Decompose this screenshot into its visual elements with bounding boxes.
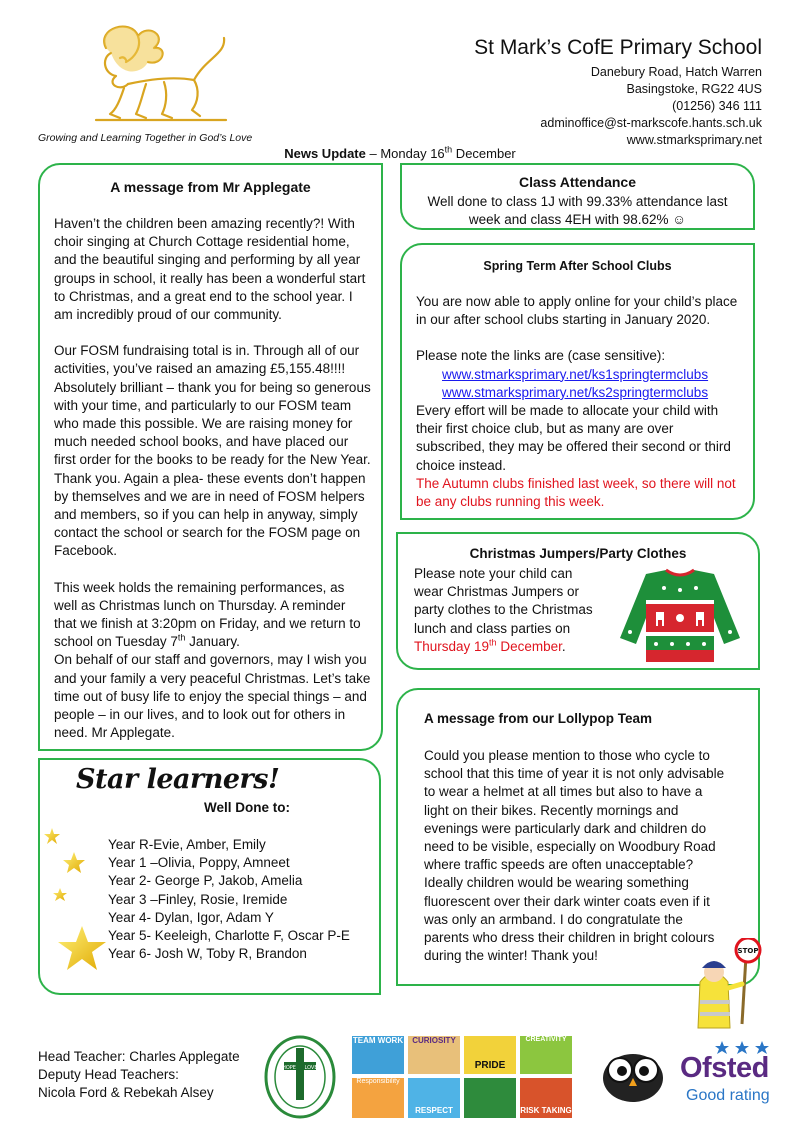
- jumpers-date-sup: th: [489, 637, 497, 648]
- attendance-title: Class Attendance: [519, 174, 636, 190]
- head-teacher: Head Teacher: Charles Applegate: [38, 1049, 240, 1064]
- news-update-label: News Update: [284, 146, 366, 161]
- clubs-paragraph-2: Please note the links are (case sensitive):: [416, 348, 666, 364]
- clubs-box: [400, 243, 755, 520]
- value-tile-label: Responsibility: [356, 1078, 400, 1085]
- jumpers-text-body: Please note your child can wear Christmas Jumpers or party clothes to the Christmas lunch and class parties on: [414, 566, 593, 636]
- christmas-jumper-image: [616, 566, 744, 664]
- applegate-paragraph-1: Haven’t the children been amazing recently?! With choir singing at Church Cottage residential home, and the beautiful singing and performing by all year groups in school, it really has been a wonderful start to Christmas, and a great end to the school year. I am incredibly proud of our community.: [54, 216, 366, 323]
- applegate-paragraph-3: [54, 579, 371, 652]
- school-logo-lion: [76, 18, 236, 130]
- value-tile-label: CREATIVITY: [525, 1036, 567, 1043]
- value-tile-resilience: [464, 1078, 516, 1118]
- jumpers-full-stop: .: [561, 638, 566, 654]
- deputy-head-label: Deputy Head Teachers:: [38, 1067, 179, 1082]
- value-tile-risk-taking: [520, 1078, 572, 1118]
- star-learners-subtitle: Well Done to:: [204, 800, 290, 815]
- value-tile-label: CURIOSITY: [412, 1036, 456, 1045]
- value-tile-pride: [464, 1036, 516, 1074]
- school-name: St Mark’s CofE Primary School: [474, 36, 762, 59]
- star-learners-list: [108, 836, 378, 963]
- news-date-suffix: December: [452, 146, 516, 161]
- ofsted-name: Ofsted: [680, 1052, 769, 1084]
- email-address[interactable]: adminoffice@st-markscofe.hants.sch.uk: [540, 116, 762, 130]
- jumpers-date-text: Thursday 19: [414, 638, 490, 654]
- applegate-title: A message from Mr Applegate: [110, 179, 311, 195]
- news-date-sup: th: [444, 144, 453, 155]
- attendance-box: [400, 163, 755, 230]
- attendance-line-2: week and class 4EH with 98.62% ☺: [468, 212, 687, 227]
- star-learner-row: Year 2- George P, Jakob, Amelia: [108, 873, 303, 889]
- value-tile-label: PRIDE: [474, 1060, 506, 1071]
- attendance-line-1: Well done to class 1J with 99.33% attendance last: [427, 194, 728, 209]
- star-learner-row: Year R-Evie, Amber, Emily: [108, 837, 266, 852]
- ofsted-logo: [680, 1040, 776, 1112]
- ofsted-rating: Good rating: [686, 1087, 770, 1104]
- value-tile-creativity: [520, 1036, 572, 1074]
- value-tile-label: RESPECT: [415, 1106, 453, 1115]
- school-motto: Growing and Learning Together in God’s Love: [38, 132, 253, 144]
- lollipop-lady-image: [680, 938, 772, 1030]
- news-date-prefix: – Monday 16: [369, 146, 445, 161]
- lollypop-text: Could you please mention to those who cycle to school that this time of year it is not only advisable to wear a helmet at all times but also to have a light on their bikes. Recently mornings and evenings were particularly dark and children do need to be visible, especially on Woodbury Road where traffic speeds are often unacceptable? Ideally children would be wearing something fluorescent over their dark winter coats even if it was only an armband. I do congratulate the parents who dress their children in bright colours during the winter! Thank you!: [424, 748, 725, 964]
- lollipop-sign-text: STOP: [737, 947, 759, 955]
- news-update-line: [0, 146, 800, 161]
- lollypop-title: A message from our Lollypop Team: [424, 711, 653, 726]
- address-line-2: Basingstoke, RG22 4US: [626, 82, 762, 96]
- seal-hope: HOPE: [282, 1065, 296, 1071]
- clubs-link-ks2[interactable]: www.stmarksprimary.net/ks2springtermclubs: [442, 384, 709, 400]
- applegate-paragraph-3-sup: th: [177, 632, 186, 643]
- owl-logo: [598, 1044, 668, 1104]
- jumpers-box: [396, 532, 760, 670]
- value-tile-curiosity: [408, 1036, 460, 1074]
- value-tile-responsibility: [352, 1078, 404, 1118]
- gold-stars-icon: [40, 826, 110, 976]
- website-address[interactable]: www.stmarksprimary.net: [626, 133, 762, 147]
- star-learner-row: Year 4- Dylan, Igor, Adam Y: [108, 909, 274, 925]
- applegate-paragraph-3-text: This week holds the remaining performances, as well as Christmas lunch on Thursday. A reminder that we finish at 3:20pm on Friday, and we return to school on Tuesday 7: [54, 579, 361, 650]
- applegate-paragraph-2: Our FOSM fundraising total is in. Through all of our activities, you’ve raised an amazing £5,155.48!!!! Absolutely brilliant – thank you for being so generous with your time, and particularly to our FOSM team who made this possible. We are raising money for much needed school books, and have placed our first order for the books to be ready for the New Year. Thank you. Again a plea- these events don’t happen by themselves and we are in need of FOSM helpers and members, so if you can help in anyway, simply contact the school or search for the FOSM page on Facebook.: [54, 343, 371, 559]
- clubs-title: Spring Term After School Clubs: [483, 259, 672, 273]
- phone-number: (01256) 346 111: [672, 99, 762, 113]
- clubs-link-ks1[interactable]: www.stmarksprimary.net/ks1springtermclubs: [442, 366, 709, 382]
- value-tile-label: TEAM WORK: [352, 1036, 404, 1045]
- jumpers-title: Christmas Jumpers/Party Clothes: [469, 546, 687, 561]
- value-tile-team-work: [352, 1036, 404, 1074]
- value-tile-respect: [408, 1078, 460, 1118]
- school-values-collage: [352, 1036, 572, 1118]
- star-learner-row: Year 3 –Finley, Rosie, Iremide: [108, 891, 288, 907]
- applegate-paragraph-3-end: January.: [185, 634, 240, 650]
- star-learner-row: Year 1 –Olivia, Poppy, Amneet: [108, 855, 290, 871]
- jumpers-text: [414, 565, 604, 656]
- star-learner-row: Year 6- Josh W, Toby R, Brandon: [108, 946, 307, 962]
- clubs-paragraph-4: The Autumn clubs finished last week, so there will not be any clubs running this week.: [416, 475, 736, 510]
- applegate-message-box: [38, 163, 383, 751]
- deputy-head-names: Nicola Ford & Rebekah Alsey: [38, 1085, 214, 1100]
- star-learners-heading: Star learners!: [72, 764, 283, 795]
- school-seal-logo: [262, 1034, 338, 1120]
- clubs-paragraph-1: You are now able to apply online for your child’s place in our after school clubs starting in January 2020.: [416, 294, 738, 328]
- star-learner-row: Year 5- Keeleigh, Charlotte F, Oscar P-E: [108, 928, 350, 944]
- seal-love: LOVE: [304, 1065, 318, 1071]
- applegate-paragraph-4: On behalf of our staff and governors, may I wish you and your family a very peaceful Christmas. Let’s take time out of busy life to enjoy the special things – and people – in our lives, and to look out for others in need. Mr Applegate.: [54, 652, 371, 741]
- value-tile-label: RISK TAKING: [520, 1106, 572, 1115]
- clubs-paragraph-3: Every effort will be made to allocate your child with their first choice club, but as many are over subscribed, they may be offered their second or third choice instead.: [416, 403, 731, 473]
- address-line-1: Danebury Road, Hatch Warren: [590, 65, 762, 79]
- jumpers-date: [414, 639, 562, 654]
- jumpers-date-end: December: [496, 638, 562, 654]
